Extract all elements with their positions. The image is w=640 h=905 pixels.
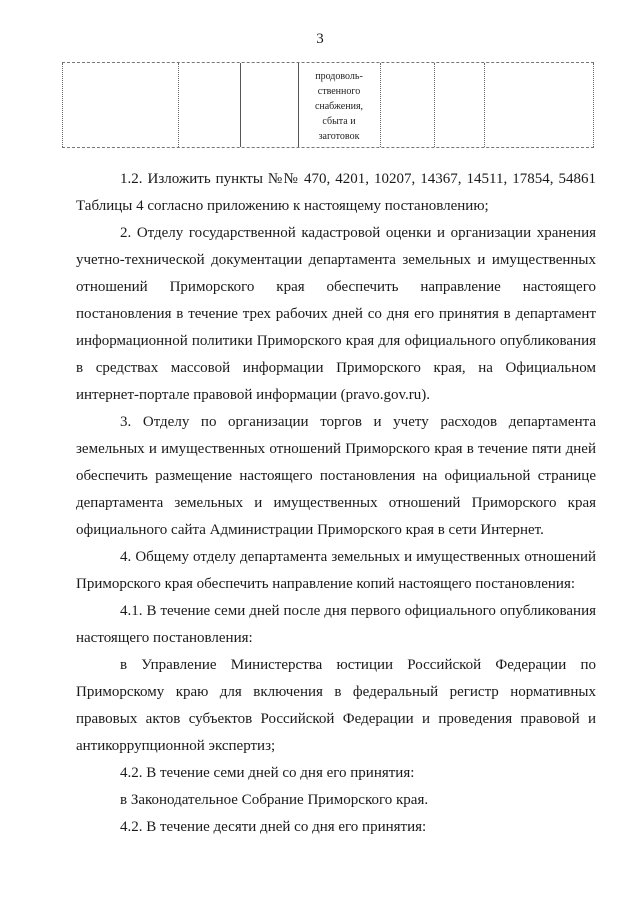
paragraph-3: 3. Отделу по организации торгов и учету расходов департамента земельных и имущественных отношений Приморского края в течение пяти дней обеспечить размещение настоящего постановления на официальной странице департамента земельных и имущественных отношений Приморского края официального сайта Администрации Приморского края в сети Интернет. (76, 414, 596, 538)
paragraph-recipient-ministry: в Управление Министерства юстиции Российской Федерации по Приморскому краю для включения в федеральный регистр нормативных правовых актов субъектов Российской Федерации и проведения правовой и антикоррупционной экспертиз; (76, 657, 596, 754)
paragraph-4-2-second: 4.2. В течение десяти дней со дня его принятия: (120, 819, 427, 835)
paragraph-1-2: 1.2. Изложить пункты №№ 470, 4201, 10207, 14367, 14511, 17854, 54861 Таблицы 4 согласно приложению к настоящему постановлению; (76, 171, 596, 214)
table-column-divider (593, 63, 594, 147)
table-cell-line: сбыта и (322, 116, 356, 127)
table-column-divider (240, 63, 241, 147)
table-column-divider (380, 63, 381, 147)
table-column-divider (434, 63, 435, 147)
page-number: 3 (316, 31, 324, 47)
table-cell-line: ственного (317, 86, 361, 97)
paragraph-recipient-assembly: в Законодательное Собрание Приморского края. (120, 792, 429, 808)
table-cell (299, 69, 379, 144)
paragraph-4-2: 4.2. В течение семи дней со дня его принятия: (120, 765, 415, 781)
paragraph-4: 4. Общему отделу департамента земельных и имущественных отношений Приморского края обеспечить направление копий настоящего постановления: (76, 549, 596, 592)
paragraph-2: 2. Отделу государственной кадастровой оценки и организации хранения учетно-технической документации департамента земельных и имущественных отношений Приморского края обеспечить направление настоящего постановления в течение трех рабочих дней со дня его принятия в департамент информационной политики Приморского края для официального опубликования в средствах массовой информации Приморского края, на Официальном интернет-портале правовой информации (pravo.gov.ru). (76, 225, 596, 403)
table-column-divider (178, 63, 179, 147)
table-cell-line: продоволь- (315, 71, 363, 82)
table-column-divider (62, 63, 63, 147)
table-cell-line: снабжения, (314, 101, 364, 112)
table-cell-line: заготовок (318, 131, 360, 142)
table-column-divider (484, 63, 485, 147)
table-fragment (62, 62, 594, 148)
paragraph-4-1: 4.1. В течение семи дней после дня первого официального опубликования настоящего постановления: (76, 603, 596, 646)
document-body (76, 166, 596, 841)
